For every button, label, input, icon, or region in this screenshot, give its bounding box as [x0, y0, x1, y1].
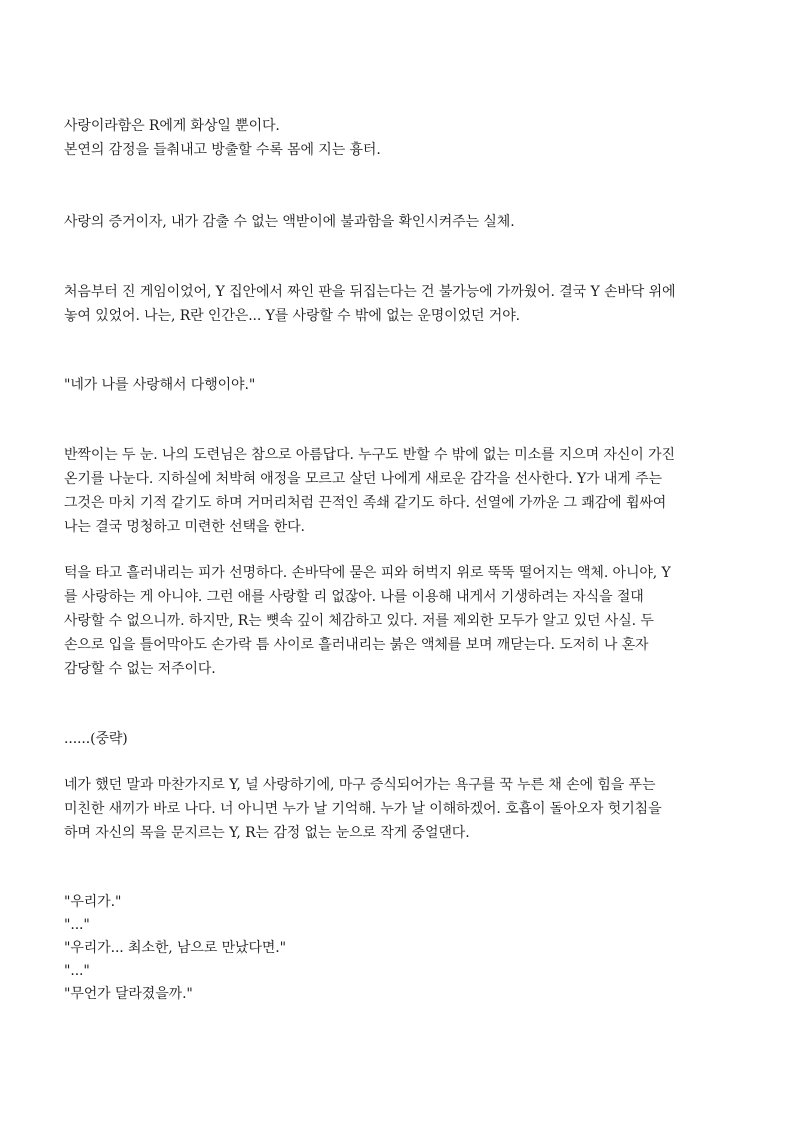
dialogue-line: "우리가... 최소한, 남으로 만났다면." [64, 940, 286, 956]
dialogue-line: "네가 나를 사랑해서 다행이야." [64, 377, 256, 393]
text-line: 처음부터 진 게임이었어, Y 집안에서 짜인 판을 뒤집는다는 건 불가능에 가까웠어. 결국 Y 손바닥 위에 [64, 284, 676, 300]
text-line: 턱을 타고 흘러내리는 피가 선명하다. 손바닥에 묻은 피와 허벅지 위로 뚝뚝 떨어지는 액체. 아니야, Y [64, 565, 671, 581]
text-line: 감당할 수 없는 저주이다. [64, 661, 216, 677]
text-line: 를 사랑하는 게 아니야. 그런 애를 사랑할 리 없잖아. 나를 이용해 내게서 기생하려는 자식을 절대 [64, 589, 644, 605]
text-line: 미친한 새끼가 바로 나다. 너 아니면 누가 날 기억해. 누가 날 이해하겠어. 호흡이 돌아오자 헛기침을 [64, 801, 662, 817]
text-line: 사랑이라함은 R에게 화상일 뿐이다. [64, 118, 280, 134]
text-line: 나는 결국 멍청하고 미련한 선택을 한다. [64, 519, 305, 535]
text-line: 사랑의 증거이자, 내가 감출 수 없는 액받이에 불과함을 확인시켜주는 실체. [64, 214, 515, 230]
text-line: 사랑할 수 없으니까. 하지만, R는 뼛속 깊이 체감하고 있다. 저를 제외한 모두가 알고 있던 사실. 두 [64, 613, 654, 629]
text-line: 그것은 마치 기적 같기도 하며 거머리처럼 끈적인 족쇄 같기도 하다. 선열에 가까운 그 쾌감에 휩싸여 [64, 495, 667, 511]
text-line: 온기를 나눈다. 지하실에 처박혀 애정을 모르고 살던 나에게 새로운 감각을 선사한다. Y가 내게 주는 [64, 471, 662, 487]
text-line: 반짝이는 두 눈. 나의 도련님은 참으로 아름답다. 누구도 반할 수 밖에 없는 미소를 지으며 자신이 가진 [64, 447, 675, 463]
dialogue-line: "..." [64, 917, 90, 933]
text-line: 놓여 있었어. 나는, R란 인간은... Y를 사랑할 수 밖에 없는 운명이었던 거야. [64, 308, 520, 324]
text-line: 하며 자신의 목을 문지르는 Y, R는 감정 없는 눈으로 작게 중얼댄다. [64, 825, 470, 841]
dialogue-line: "..." [64, 963, 90, 979]
text-line: 본연의 감정을 들춰내고 방출할 수록 몸에 지는 흉터. [64, 142, 381, 158]
dialogue-line: "우리가." [64, 894, 122, 910]
text-line: 손으로 입을 틀어막아도 손가락 틈 사이로 흘러내리는 붉은 액체를 보며 깨닫는다. 도저히 나 혼자 [64, 637, 649, 653]
dialogue-line: "무언가 달라졌을까." [64, 986, 193, 1002]
ellipsis-line: ......(중략) [64, 731, 128, 747]
text-line: 네가 했던 말과 마찬가지로 Y, 널 사랑하기에, 마구 증식되어가는 욕구를 꾹 누른 채 손에 힘을 푸는 [64, 777, 656, 793]
